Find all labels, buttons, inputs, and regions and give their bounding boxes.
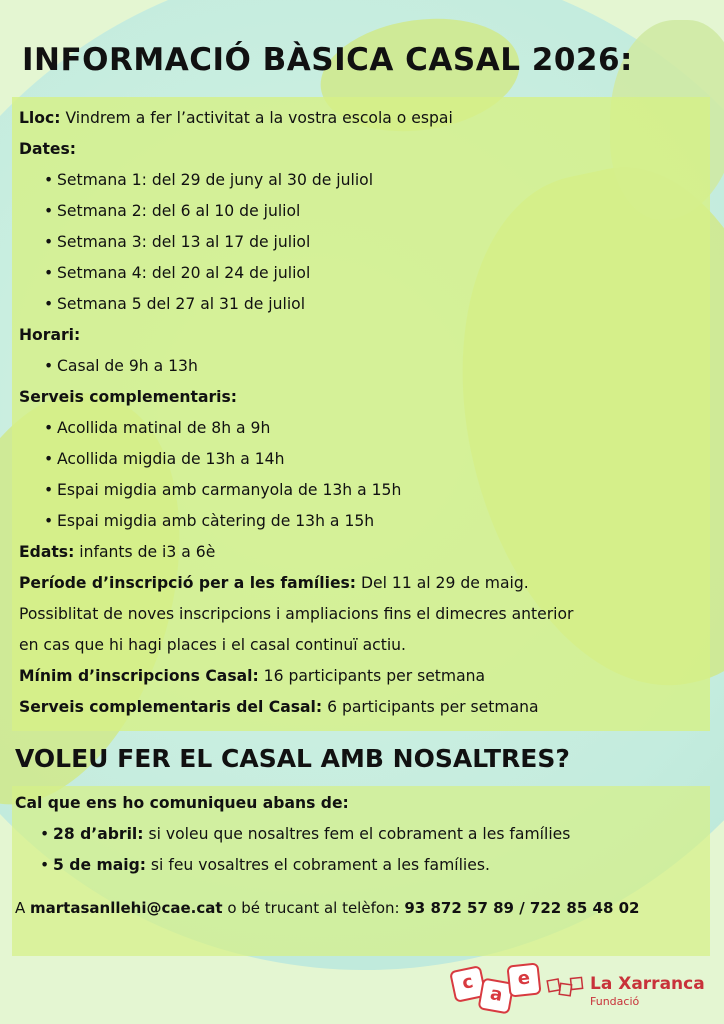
contact-prefix: A bbox=[15, 899, 31, 917]
list-item bbox=[15, 819, 705, 850]
xarranca-sub: Fundació bbox=[590, 995, 640, 1008]
periode-row bbox=[19, 568, 709, 599]
contact-phones[interactable]: 93 872 57 89 / 722 85 48 02 bbox=[404, 899, 640, 917]
section-heading: VOLEU FER EL CASAL AMB NOSALTRES? bbox=[15, 744, 570, 773]
list-item: • Acollida matinal de 8h a 9h bbox=[19, 413, 709, 444]
minim-row bbox=[19, 661, 709, 692]
logos bbox=[450, 960, 710, 1015]
serveis-casal-row bbox=[19, 692, 709, 723]
periode-line-3: en cas que hi hagi places i el casal continuï actiu. bbox=[19, 636, 406, 654]
list-item: • Casal de 9h a 13h bbox=[19, 351, 709, 382]
serveis-label: Serveis complementaris: bbox=[19, 388, 238, 406]
edats-text: infants de i3 a 6è bbox=[74, 543, 216, 561]
xarranca-squares-icon bbox=[546, 974, 584, 998]
la-xarranca-logo bbox=[546, 970, 710, 1010]
periode-text: Del 11 al 29 de maig. bbox=[356, 574, 529, 592]
deadline-text: si feu vosaltres el cobrament a les famílies. bbox=[145, 856, 490, 874]
horari-label: Horari: bbox=[19, 326, 81, 344]
info-section bbox=[19, 103, 709, 723]
cae-logo bbox=[450, 962, 542, 1012]
cae-logo-letter: e bbox=[506, 962, 541, 997]
serveis-casal-label: Serveis complementaris del Casal: bbox=[19, 698, 323, 716]
periode-label: Període d’inscripció per a les famílies: bbox=[19, 574, 357, 592]
list-item: • Espai migdia amb càtering de 13h a 15h bbox=[19, 506, 709, 537]
list-item: • Setmana 2: del 6 al 10 de juliol bbox=[19, 196, 709, 227]
list-item: • Setmana 1: del 29 de juny al 30 de juliol bbox=[19, 165, 709, 196]
lloc-text: Vindrem a fer l’activitat a la vostra escola o espai bbox=[60, 109, 453, 127]
minim-text: 16 participants per setmana bbox=[258, 667, 486, 685]
minim-label: Mínim d’inscripcions Casal: bbox=[19, 667, 259, 685]
xarranca-name: La Xarranca bbox=[590, 974, 705, 994]
contact-line bbox=[15, 899, 640, 917]
contact-email[interactable]: martasanllehi@cae.cat bbox=[30, 899, 223, 917]
dates-label: Dates: bbox=[19, 140, 77, 158]
contact-middle: o bé trucant al telèfon: bbox=[222, 899, 405, 917]
list-item: • Acollida migdia de 13h a 14h bbox=[19, 444, 709, 475]
deadline-date: 5 de maig: bbox=[53, 856, 146, 874]
cae-logo-letter: a bbox=[477, 977, 514, 1014]
lloc-row bbox=[19, 103, 709, 134]
cae-logo-letter: c bbox=[449, 965, 487, 1003]
deadline-date: 28 d’abril: bbox=[53, 825, 144, 843]
page-title: INFORMACIÓ BÀSICA CASAL 2026: bbox=[22, 42, 633, 78]
list-item: • Setmana 3: del 13 al 17 de juliol bbox=[19, 227, 709, 258]
edats-label: Edats: bbox=[19, 543, 75, 561]
list-item bbox=[15, 850, 705, 881]
serveis-casal-text: 6 participants per setmana bbox=[322, 698, 539, 716]
deadline-text: si voleu que nosaltres fem el cobrament a les famílies bbox=[143, 825, 571, 843]
list-item: • Setmana 4: del 20 al 24 de juliol bbox=[19, 258, 709, 289]
cal-label: Cal que ens ho comuniqueu abans de: bbox=[15, 794, 349, 812]
lloc-label: Lloc: bbox=[19, 109, 61, 127]
list-item: • Setmana 5 del 27 al 31 de juliol bbox=[19, 289, 709, 320]
periode-line-2: Possiblitat de noves inscripcions i ampliacions fins el dimecres anterior bbox=[19, 605, 574, 623]
deadline-section bbox=[15, 788, 705, 881]
list-item: • Espai migdia amb carmanyola de 13h a 15h bbox=[19, 475, 709, 506]
edats-row bbox=[19, 537, 709, 568]
